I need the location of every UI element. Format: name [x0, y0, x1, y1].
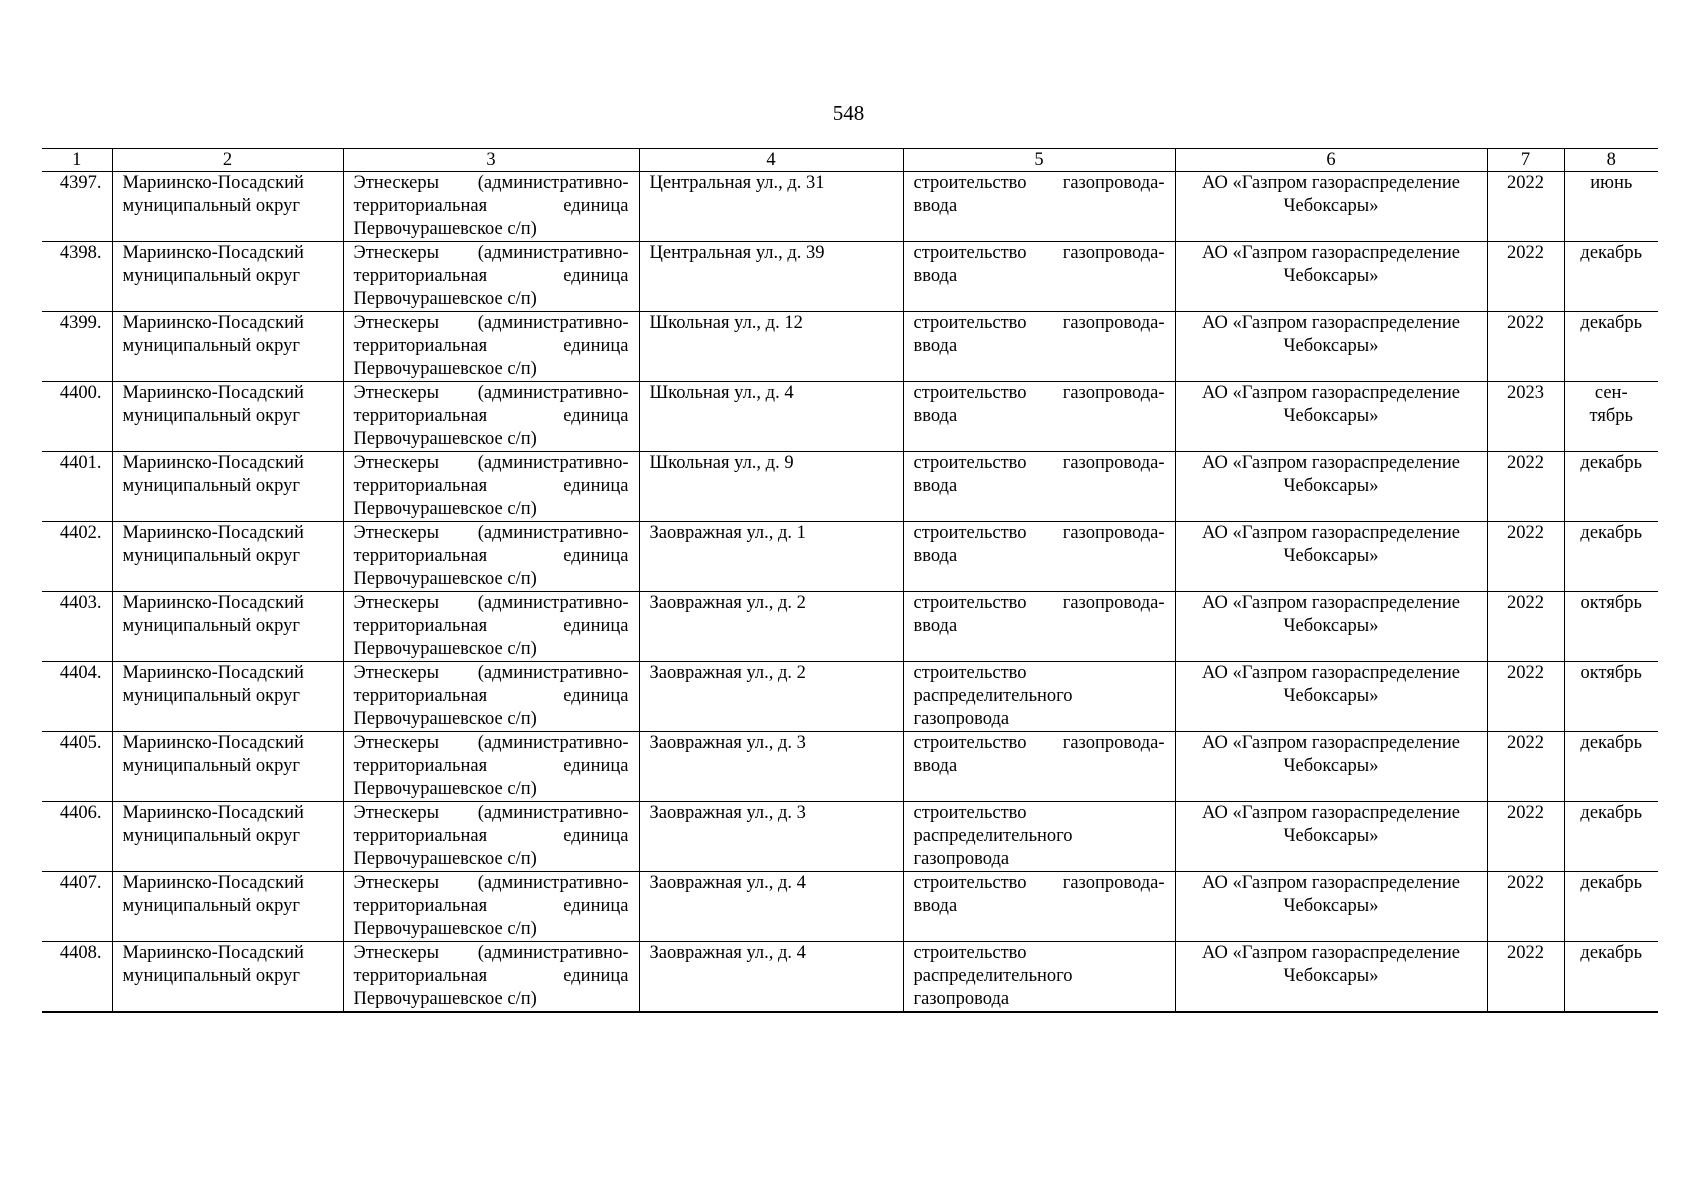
organization-cell: АО «Газпром газораспределение Чебоксары»	[1175, 242, 1487, 312]
work-type-cell: строительство газопровода-ввода	[903, 522, 1175, 592]
year-cell: 2022	[1487, 872, 1564, 942]
address-cell: Заовражная ул., д. 4	[639, 872, 903, 942]
district-cell: Мариинско-Посадский муниципальный округ	[112, 242, 343, 312]
district-cell: Мариинско-Посадский муниципальный округ	[112, 312, 343, 382]
table-body	[42, 172, 1658, 1013]
month-cell: декабрь	[1564, 732, 1658, 802]
row-number-cell: 4401.	[42, 452, 112, 522]
work-type-cell: строительство газопровода-ввода	[903, 172, 1175, 242]
district-cell: Мариинско-Посадский муниципальный округ	[112, 732, 343, 802]
column-header: 6	[1175, 149, 1487, 172]
month-cell: декабрь	[1564, 522, 1658, 592]
address-cell: Заовражная ул., д. 3	[639, 802, 903, 872]
column-header: 1	[42, 149, 112, 172]
organization-cell: АО «Газпром газораспределение Чебоксары»	[1175, 872, 1487, 942]
table-row	[42, 312, 1658, 382]
row-number-cell: 4402.	[42, 522, 112, 592]
page-number: 548	[832, 101, 865, 125]
work-type-cell: строительство газопровода-ввода	[903, 452, 1175, 522]
organization-cell: АО «Газпром газораспределение Чебоксары»	[1175, 802, 1487, 872]
district-cell: Мариинско-Посадский муниципальный округ	[112, 522, 343, 592]
year-cell: 2023	[1487, 382, 1564, 452]
table-row	[42, 522, 1658, 592]
address-cell: Центральная ул., д. 31	[639, 172, 903, 242]
work-type-cell: строительство распределительного газопровода	[903, 662, 1175, 732]
address-cell: Центральная ул., д. 39	[639, 242, 903, 312]
row-number-cell: 4406.	[42, 802, 112, 872]
month-cell: декабрь	[1564, 242, 1658, 312]
row-number-cell: 4399.	[42, 312, 112, 382]
month-cell: сен- тябрь	[1564, 382, 1658, 452]
district-cell: Мариинско-Посадский муниципальный округ	[112, 942, 343, 1013]
column-header: 4	[639, 149, 903, 172]
work-type-cell: строительство распределительного газопровода	[903, 942, 1175, 1013]
address-cell: Школьная ул., д. 4	[639, 382, 903, 452]
organization-cell: АО «Газпром газораспределение Чебоксары»	[1175, 312, 1487, 382]
row-number-cell: 4403.	[42, 592, 112, 662]
column-header: 5	[903, 149, 1175, 172]
table-row	[42, 872, 1658, 942]
row-number-cell: 4404.	[42, 662, 112, 732]
locality-cell: Этнескеры (административно-территориальная единица Первочурашевское с/п)	[343, 242, 639, 312]
district-cell: Мариинско-Посадский муниципальный округ	[112, 172, 343, 242]
organization-cell: АО «Газпром газораспределение Чебоксары»	[1175, 942, 1487, 1013]
work-type-cell: строительство газопровода-ввода	[903, 872, 1175, 942]
row-number-cell: 4405.	[42, 732, 112, 802]
address-cell: Заовражная ул., д. 3	[639, 732, 903, 802]
table-row	[42, 732, 1658, 802]
district-cell: Мариинско-Посадский муниципальный округ	[112, 452, 343, 522]
organization-cell: АО «Газпром газораспределение Чебоксары»	[1175, 662, 1487, 732]
address-cell: Школьная ул., д. 12	[639, 312, 903, 382]
column-number-header	[42, 149, 1658, 172]
work-type-cell: строительство газопровода-ввода	[903, 382, 1175, 452]
year-cell: 2022	[1487, 242, 1564, 312]
address-cell: Заовражная ул., д. 2	[639, 592, 903, 662]
column-header: 2	[112, 149, 343, 172]
locality-cell: Этнескеры (административно-территориальная единица Первочурашевское с/п)	[343, 172, 639, 242]
address-cell: Заовражная ул., д. 4	[639, 942, 903, 1013]
work-type-cell: строительство распределительного газопровода	[903, 802, 1175, 872]
year-cell: 2022	[1487, 592, 1564, 662]
month-cell: июнь	[1564, 172, 1658, 242]
year-cell: 2022	[1487, 312, 1564, 382]
locality-cell: Этнескеры (административно-территориальная единица Первочурашевское с/п)	[343, 592, 639, 662]
column-header: 7	[1487, 149, 1564, 172]
table-row	[42, 452, 1658, 522]
row-number-cell: 4407.	[42, 872, 112, 942]
address-cell: Заовражная ул., д. 1	[639, 522, 903, 592]
table-row	[42, 242, 1658, 312]
month-cell: декабрь	[1564, 872, 1658, 942]
address-cell: Школьная ул., д. 9	[639, 452, 903, 522]
locality-cell: Этнескеры (административно-территориальная единица Первочурашевское с/п)	[343, 942, 639, 1013]
organization-cell: АО «Газпром газораспределение Чебоксары»	[1175, 382, 1487, 452]
work-type-cell: строительство газопровода-ввода	[903, 732, 1175, 802]
address-cell: Заовражная ул., д. 2	[639, 662, 903, 732]
district-cell: Мариинско-Посадский муниципальный округ	[112, 662, 343, 732]
year-cell: 2022	[1487, 662, 1564, 732]
district-cell: Мариинско-Посадский муниципальный округ	[112, 592, 343, 662]
locality-cell: Этнескеры (административно-территориальная единица Первочурашевское с/п)	[343, 802, 639, 872]
year-cell: 2022	[1487, 802, 1564, 872]
work-type-cell: строительство газопровода-ввода	[903, 242, 1175, 312]
month-cell: октябрь	[1564, 662, 1658, 732]
column-header: 8	[1564, 149, 1658, 172]
month-cell: декабрь	[1564, 802, 1658, 872]
locality-cell: Этнескеры (административно-территориальная единица Первочурашевское с/п)	[343, 732, 639, 802]
work-type-cell: строительство газопровода-ввода	[903, 312, 1175, 382]
month-cell: октябрь	[1564, 592, 1658, 662]
organization-cell: АО «Газпром газораспределение Чебоксары»	[1175, 732, 1487, 802]
locality-cell: Этнескеры (административно-территориальная единица Первочурашевское с/п)	[343, 522, 639, 592]
table-row	[42, 172, 1658, 242]
district-cell: Мариинско-Посадский муниципальный округ	[112, 382, 343, 452]
column-header: 3	[343, 149, 639, 172]
locality-cell: Этнескеры (административно-территориальная единица Первочурашевское с/п)	[343, 312, 639, 382]
row-number-cell: 4398.	[42, 242, 112, 312]
month-cell: декабрь	[1564, 452, 1658, 522]
table-row	[42, 942, 1658, 1013]
row-number-cell: 4397.	[42, 172, 112, 242]
organization-cell: АО «Газпром газораспределение Чебоксары»	[1175, 172, 1487, 242]
table-row	[42, 662, 1658, 732]
work-type-cell: строительство газопровода-ввода	[903, 592, 1175, 662]
row-number-cell: 4400.	[42, 382, 112, 452]
locality-cell: Этнескеры (административно-территориальная единица Первочурашевское с/п)	[343, 452, 639, 522]
district-cell: Мариинско-Посадский муниципальный округ	[112, 872, 343, 942]
month-cell: декабрь	[1564, 312, 1658, 382]
locality-cell: Этнескеры (административно-территориальная единица Первочурашевское с/п)	[343, 662, 639, 732]
month-cell: декабрь	[1564, 942, 1658, 1013]
organization-cell: АО «Газпром газораспределение Чебоксары»	[1175, 592, 1487, 662]
locality-cell: Этнескеры (административно-территориальная единица Первочурашевское с/п)	[343, 382, 639, 452]
district-cell: Мариинско-Посадский муниципальный округ	[112, 802, 343, 872]
year-cell: 2022	[1487, 172, 1564, 242]
table-row	[42, 382, 1658, 452]
organization-cell: АО «Газпром газораспределение Чебоксары»	[1175, 452, 1487, 522]
year-cell: 2022	[1487, 942, 1564, 1013]
gasification-table	[42, 148, 1658, 1013]
year-cell: 2022	[1487, 732, 1564, 802]
year-cell: 2022	[1487, 452, 1564, 522]
organization-cell: АО «Газпром газораспределение Чебоксары»	[1175, 522, 1487, 592]
locality-cell: Этнескеры (административно-территориальная единица Первочурашевское с/п)	[343, 872, 639, 942]
year-cell: 2022	[1487, 522, 1564, 592]
table-row	[42, 592, 1658, 662]
row-number-cell: 4408.	[42, 942, 112, 1013]
table-row	[42, 802, 1658, 872]
